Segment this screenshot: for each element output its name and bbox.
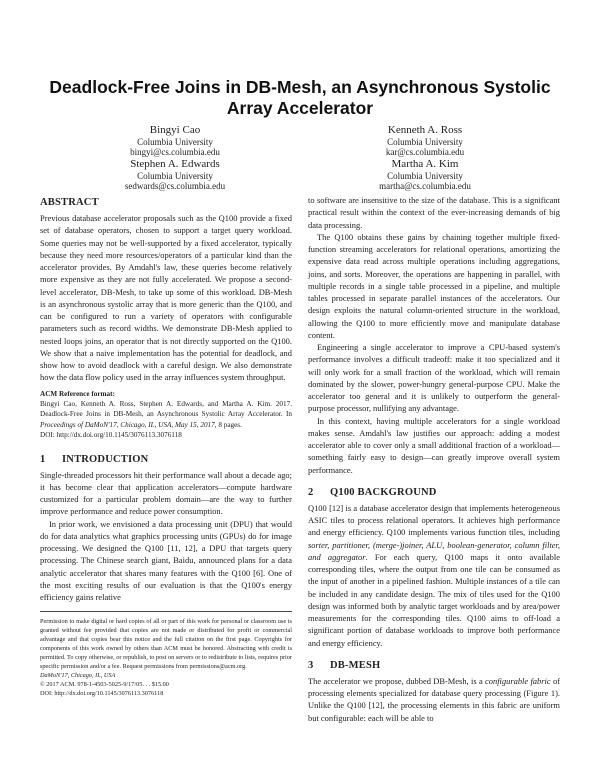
author-affiliation: Columbia University bbox=[137, 136, 213, 147]
paper-title: Deadlock-Free Joins in DB-Mesh, an Asynchronous Systolic Array Accelerator bbox=[49, 77, 551, 118]
acm-reference-text: Bingyi Cao, Kenneth A. Ross, Stephen A. Edwards, and Martha A. Kim. 2017. Deadlock-Free Joins in DB-Mesh, an Asynchronous Systolic Array Accelerator. In bbox=[40, 399, 292, 419]
section-title: DB-MESH bbox=[330, 659, 381, 671]
section-number: 1 bbox=[40, 453, 46, 465]
text: Q100 [12] is a database accelerator design that implements heterogeneous ASIC tiles to process relational operators. It achieves high performance and energy efficiency. Q100 implements various function tiles, including bbox=[308, 502, 560, 538]
author-block bbox=[50, 124, 300, 158]
author-name: Bingyi Cao bbox=[149, 124, 201, 136]
author-email: kar@cs.columbia.edu bbox=[385, 147, 465, 157]
section-title: Q100 BACKGROUND bbox=[330, 486, 437, 498]
author-block bbox=[300, 124, 550, 158]
section-title: INTRODUCTION bbox=[62, 453, 149, 465]
text: of processing elements specialized for database query processing (Figure 1). Unlike the Q100 [12], the processing elements in this fabric are uniform but configurable: each will be able to bbox=[308, 675, 560, 723]
author-block bbox=[300, 158, 550, 192]
paragraph: In this context, having multiple accelerators for a single workload makes sense. Amdahl's law justifies our approach: adding a modest accelerator able to cover only a small additional fraction of a workload—something fairly easy to design—can greatly improve overall system performance. bbox=[308, 415, 560, 475]
acm-reference bbox=[40, 389, 292, 441]
section-heading-q100-background bbox=[308, 486, 560, 499]
conference-venue: DaMoN'17, Chicago, IL, USA bbox=[40, 672, 116, 680]
paragraph bbox=[308, 502, 560, 649]
acm-reference-pages: 8 pages. bbox=[216, 420, 242, 429]
text: The accelerator we propose, dubbed DB-Mesh, is a bbox=[308, 675, 486, 686]
abstract-text: Previous database accelerator proposals such as the Q100 provide a fixed set of database operators, chosen to support a target query workload. Some queries may not be well-supported by a fixed accelerator, typically because they need more resources/operators of a particular kind than the accelerator provides. By Amdahl's law, these queries become relatively more expensive as they are not fully accelerated. We propose a second-level accelerator, DB-Mesh, to take up some of this workload. DB-Mesh is an asynchronous systolic array that is more generic than the Q100, and can be configured to run a variety of operators with configurable parameters such as record widths. We demonstrate DB-Mesh applied to nested loops joins, an operator that is not directly supported on the Q100. We show that a naive implementation has the potential for deadlock, and show how to avoid deadlock with a careful design. We also demonstrate how the data flow policy used in the array influences system throughput. bbox=[40, 213, 292, 383]
author-affiliation: Columbia University bbox=[137, 170, 213, 181]
paragraph: to software are insensitive to the size of the database. This is a significant practical result within the context of the ever-increasing demands of big data processing. bbox=[308, 195, 560, 230]
section-heading-introduction bbox=[40, 453, 292, 466]
footnote-doi[interactable]: DOI: http://dx.doi.org/10.1145/3076113.3076118 bbox=[40, 690, 164, 698]
paragraph bbox=[308, 675, 560, 724]
author-name: Kenneth A. Ross bbox=[387, 124, 463, 136]
paragraph: Single-threaded processors hit their performance wall about a decade ago; it has become clear that application accelerators—compute hardware customized for a particular problem domain—are the way to further improve performance and reduce power consumption. bbox=[40, 469, 292, 517]
section-number: 2 bbox=[308, 486, 314, 498]
author-email: sedwards@cs.columbia.edu bbox=[124, 181, 226, 191]
paragraph: The Q100 obtains these gains by chaining together multiple fixed-function streaming accelerators for relational operations, amortizing the expensive data read across multiple operations including aggregations, joins, and sorts. Moreover, the operations are happening in parallel, with multiple records in a single table processed in a pipeline, and multiple tables processed in separate parallel instances of the accelerators. Our design exploits the natural column-oriented structure in the workload, allowing the Q100 to more efficiently move and manipulate database content. bbox=[308, 231, 560, 340]
abstract-heading: ABSTRACT bbox=[40, 197, 99, 208]
author-email: martha@cs.columbia.edu bbox=[379, 181, 471, 191]
author-name: Stephen A. Edwards bbox=[130, 158, 220, 170]
acm-reference-heading: ACM Reference format: bbox=[40, 389, 115, 398]
author-email: bingyi@cs.columbia.edu bbox=[130, 147, 220, 157]
section-heading-db-mesh bbox=[308, 659, 560, 672]
author-affiliation: Columbia University bbox=[387, 170, 463, 181]
right-column bbox=[308, 194, 560, 724]
author-affiliation: Columbia University bbox=[387, 136, 463, 147]
acm-reference-venue: Proceedings of DaMoN'17, Chicago, IL, USA, May 15, 2017, bbox=[40, 420, 217, 429]
permission-notice: Permission to make digital or hard copies of all or part of this work for personal or classroom use is granted without fee provided that copies are not made or distributed for profit or commercial advantage and that copies bear this notice and the full citation on the first page. Copyrights for components of this work owned by others than ACM must be honored. Abstracting with credit is permitted. To copy otherwise, or republish, to post on servers or to redistribute to lists, requires prior specific permission and/or a fee. Request permissions from permissions@acm.org. bbox=[40, 618, 292, 671]
emphasis: configurable fabric bbox=[485, 675, 551, 686]
copyright: © 2017 ACM. 978-1-4503-5025-9/17/05. . . $15.00 bbox=[40, 681, 169, 689]
footnote bbox=[40, 611, 292, 698]
paragraph: In prior work, we envisioned a data processing unit (DPU) that would do for data analytics what graphics processing units (GPUs) do for image processing. We designed the Q100 [11, 12], a DPU that targets query processing. The Chinese search giant, Baidu, announced plans for a data analytic accelerator that shares many features with the Q100 [6]. One of the most exciting results of our evaluation is that the Q100's energy efficiency gains relative bbox=[40, 518, 292, 603]
author-block bbox=[50, 158, 300, 192]
acm-reference-doi[interactable]: DOI: http://dx.doi.org/10.1145/3076113.3076118 bbox=[40, 431, 182, 440]
author-name: Martha A. Kim bbox=[391, 158, 459, 170]
paragraph: Engineering a single accelerator to improve a CPU-based system's performance involves a difficult tradeoff: make it too specialized and it will only work for a small fraction of the workload, which will remain dominated by the slower, power-hungry general-purpose CPU. Make the accelerator too general and it is unlikely to outperform the general-purpose processor, nullifying any advantage. bbox=[308, 342, 560, 414]
text: . For each query, Q100 maps it onto available corresponding tiles, where the output from one tile can be consumed as the input of another in a pipelined fashion. Multiple instances of a tile can be included in any candidate design. The mix of tiles used for the Q100 design was informed both by analytic target workloads and by area/power measurements for the corresponding tiles. Q100 aims to off-load a significant portion of database workloads to improve both performance and energy efficiency. bbox=[308, 551, 560, 648]
section-number: 3 bbox=[308, 659, 314, 671]
tile-list: sorter, partitioner, (merge-)joiner, ALU, boolean-generator, column filter, and aggregator bbox=[308, 539, 560, 562]
left-column bbox=[40, 196, 292, 698]
